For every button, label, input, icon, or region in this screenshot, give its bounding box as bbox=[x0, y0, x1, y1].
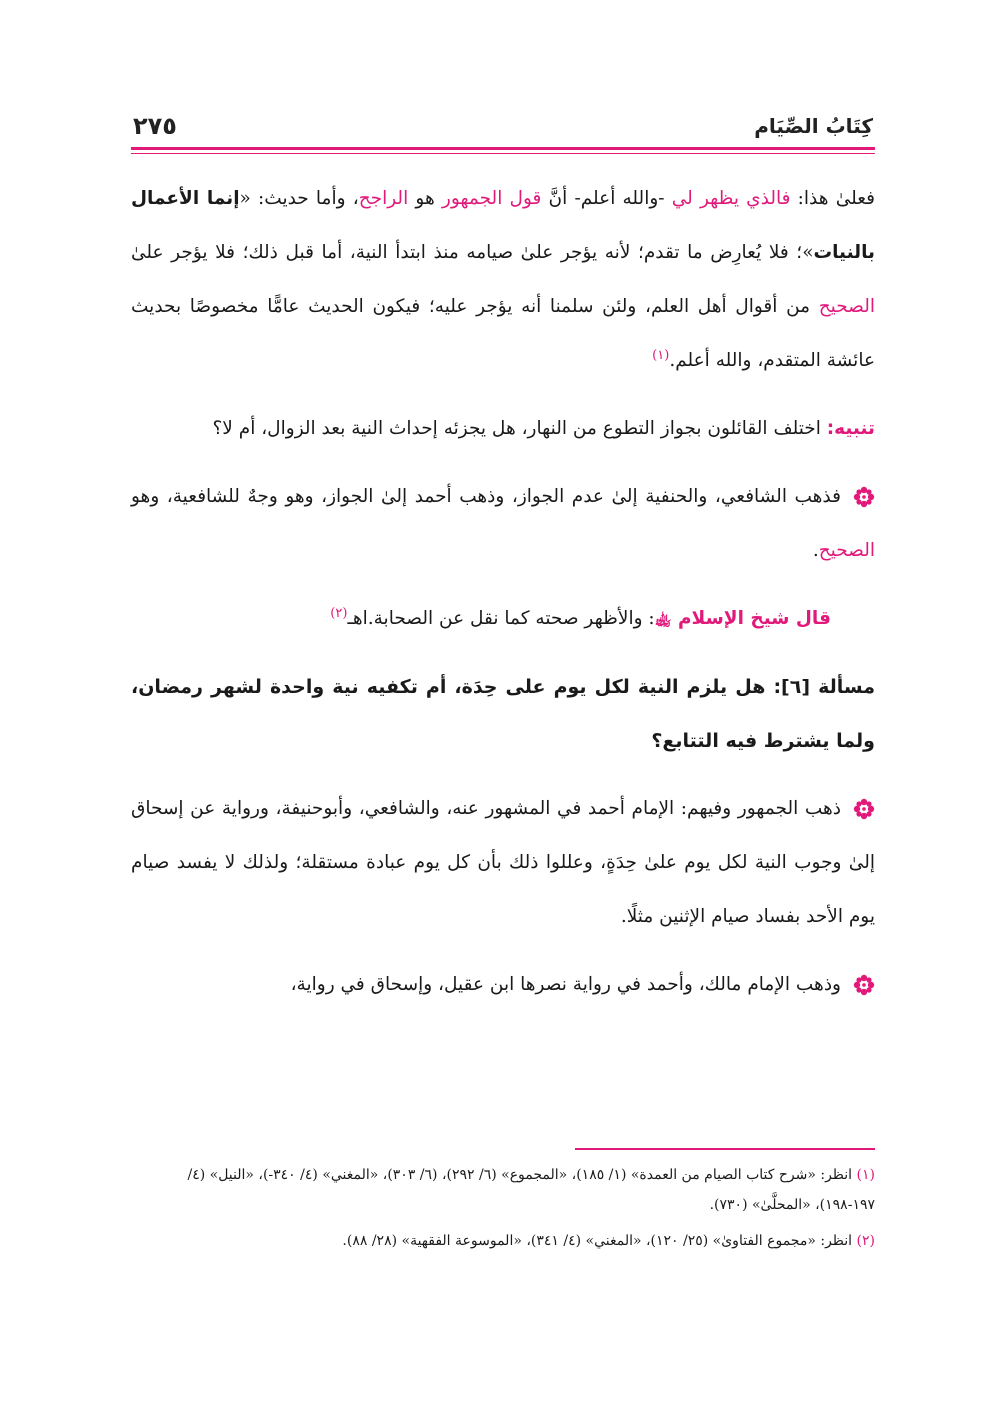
footnote-1 bbox=[131, 1160, 875, 1220]
footnote-ref-1[interactable]: (١) bbox=[652, 347, 670, 363]
highlight-phrase: قول الجمهور bbox=[441, 188, 542, 209]
text-run: . bbox=[812, 540, 819, 561]
question-heading bbox=[131, 660, 875, 768]
text-run: ، وأما حديث: « bbox=[239, 188, 359, 209]
flower-ornament-icon bbox=[853, 486, 875, 508]
footnote-text: انظر: «شرح كتاب الصيام من العمدة» (١/ ١٨٥)، «المجموع» (٦/ ٢٩٢)، (٦/ ٣٠٣)، «المغني» (٤/ ٣٤٠-)، «النيل» (٤/ ١٩٧-١٩٨)، «المحلَّىٰ» (٧٣٠). bbox=[187, 1167, 875, 1213]
text-run: من أقوال أهل العلم، ولئن سلمنا أنه يؤجر عليه؛ فيكون الحديث عامًّا مخصوصًا بحديث عائشة المتقدم، والله أعلم. bbox=[131, 296, 875, 371]
highlight-phrase: الصحيح bbox=[818, 540, 875, 561]
flower-ornament-icon bbox=[853, 798, 875, 820]
footnote-ref-2[interactable]: (٢) bbox=[330, 605, 348, 621]
tanbih-label: تنبيه: bbox=[826, 418, 875, 439]
sheikh-label: قال شيخ الإسلام ﵀ bbox=[654, 608, 831, 629]
text-run: فعلىٰ هذا: bbox=[790, 188, 876, 209]
header-rule-thick bbox=[131, 147, 875, 150]
hadith-quote: إنما الأعمال بالنيات bbox=[131, 188, 875, 263]
footnotes bbox=[131, 1160, 875, 1262]
highlight-phrase: فالذي يظهر لي bbox=[671, 188, 791, 209]
paragraph-sheikh-quote bbox=[131, 592, 875, 646]
header-rule-thin bbox=[131, 153, 875, 154]
paragraph-malik bbox=[131, 958, 875, 1012]
main-text bbox=[131, 172, 875, 1012]
highlight-phrase: الصحيح bbox=[818, 296, 875, 317]
footnote-text: انظر: «مجموع الفتاوىٰ» (٢٥/ ١٢٠)، «المغني» (٤/ ٣٤١)، «الموسوعة الفقهية» (٢٨/ ٨٨). bbox=[342, 1233, 857, 1249]
footnote-number: (٢) bbox=[856, 1233, 875, 1249]
paragraph-jumhur bbox=[131, 782, 875, 944]
text-run: -والله أعلم- أنَّ bbox=[541, 188, 672, 209]
page-number: ٢٧٥ bbox=[133, 112, 177, 140]
paragraph-conclusion bbox=[131, 172, 875, 388]
text-run: ذهب الجمهور وفيهم: الإمام أحمد في المشهور عنه، والشافعي، وأبوحنيفة، ورواية عن إسحاق إلىٰ وجوب النية لكل يوم علىٰ حِدَةٍ، وعللوا ذلك بأن كل يوم عبادة مستقلة؛ ولذلك لا يفسد صيام يوم الأحد بفساد صيام الإثنين مثلًا. bbox=[131, 798, 875, 927]
paragraph-shafii bbox=[131, 470, 875, 578]
text-run: »؛ فلا يُعارِض ما تقدم؛ لأنه يؤجر علىٰ صيامه منذ ابتدأ النية، أما قبل ذلك؛ فلا يؤجر علىٰ bbox=[131, 242, 814, 263]
highlight-phrase: الراجح bbox=[358, 188, 409, 209]
text-run: هو bbox=[408, 188, 442, 209]
flower-ornament-icon bbox=[853, 974, 875, 996]
footnote-number: (١) bbox=[856, 1167, 875, 1183]
text-run: وذهب الإمام مالك، وأحمد في رواية نصرها ابن عقيل، وإسحاق في رواية، bbox=[290, 974, 841, 995]
footnote-separator bbox=[575, 1148, 875, 1150]
footnote-2 bbox=[131, 1226, 875, 1256]
paragraph-tanbih bbox=[131, 402, 875, 456]
text-run: اختلف القائلون بجواز التطوع من النهار، هل يجزئه إحداث النية بعد الزوال، أم لا؟ bbox=[212, 418, 827, 439]
question-text: هل يلزم النية لكل يوم على حِدَة، أم تكفيه نية واحدة لشهر رمضان، ولما يشترط فيه التتابع؟ bbox=[131, 676, 875, 752]
book-title: كِتَابُ الصِّيَام bbox=[754, 114, 873, 138]
text-run: : والأظهر صحته كما نقل عن الصحابة.اهـ bbox=[347, 608, 655, 629]
question-label: مسألة [٦]: bbox=[773, 676, 875, 698]
text-run: فذهب الشافعي، والحنفية إلىٰ عدم الجواز، وذهب أحمد إلىٰ الجواز، وهو وجهٌ للشافعية، وهو bbox=[131, 486, 841, 507]
